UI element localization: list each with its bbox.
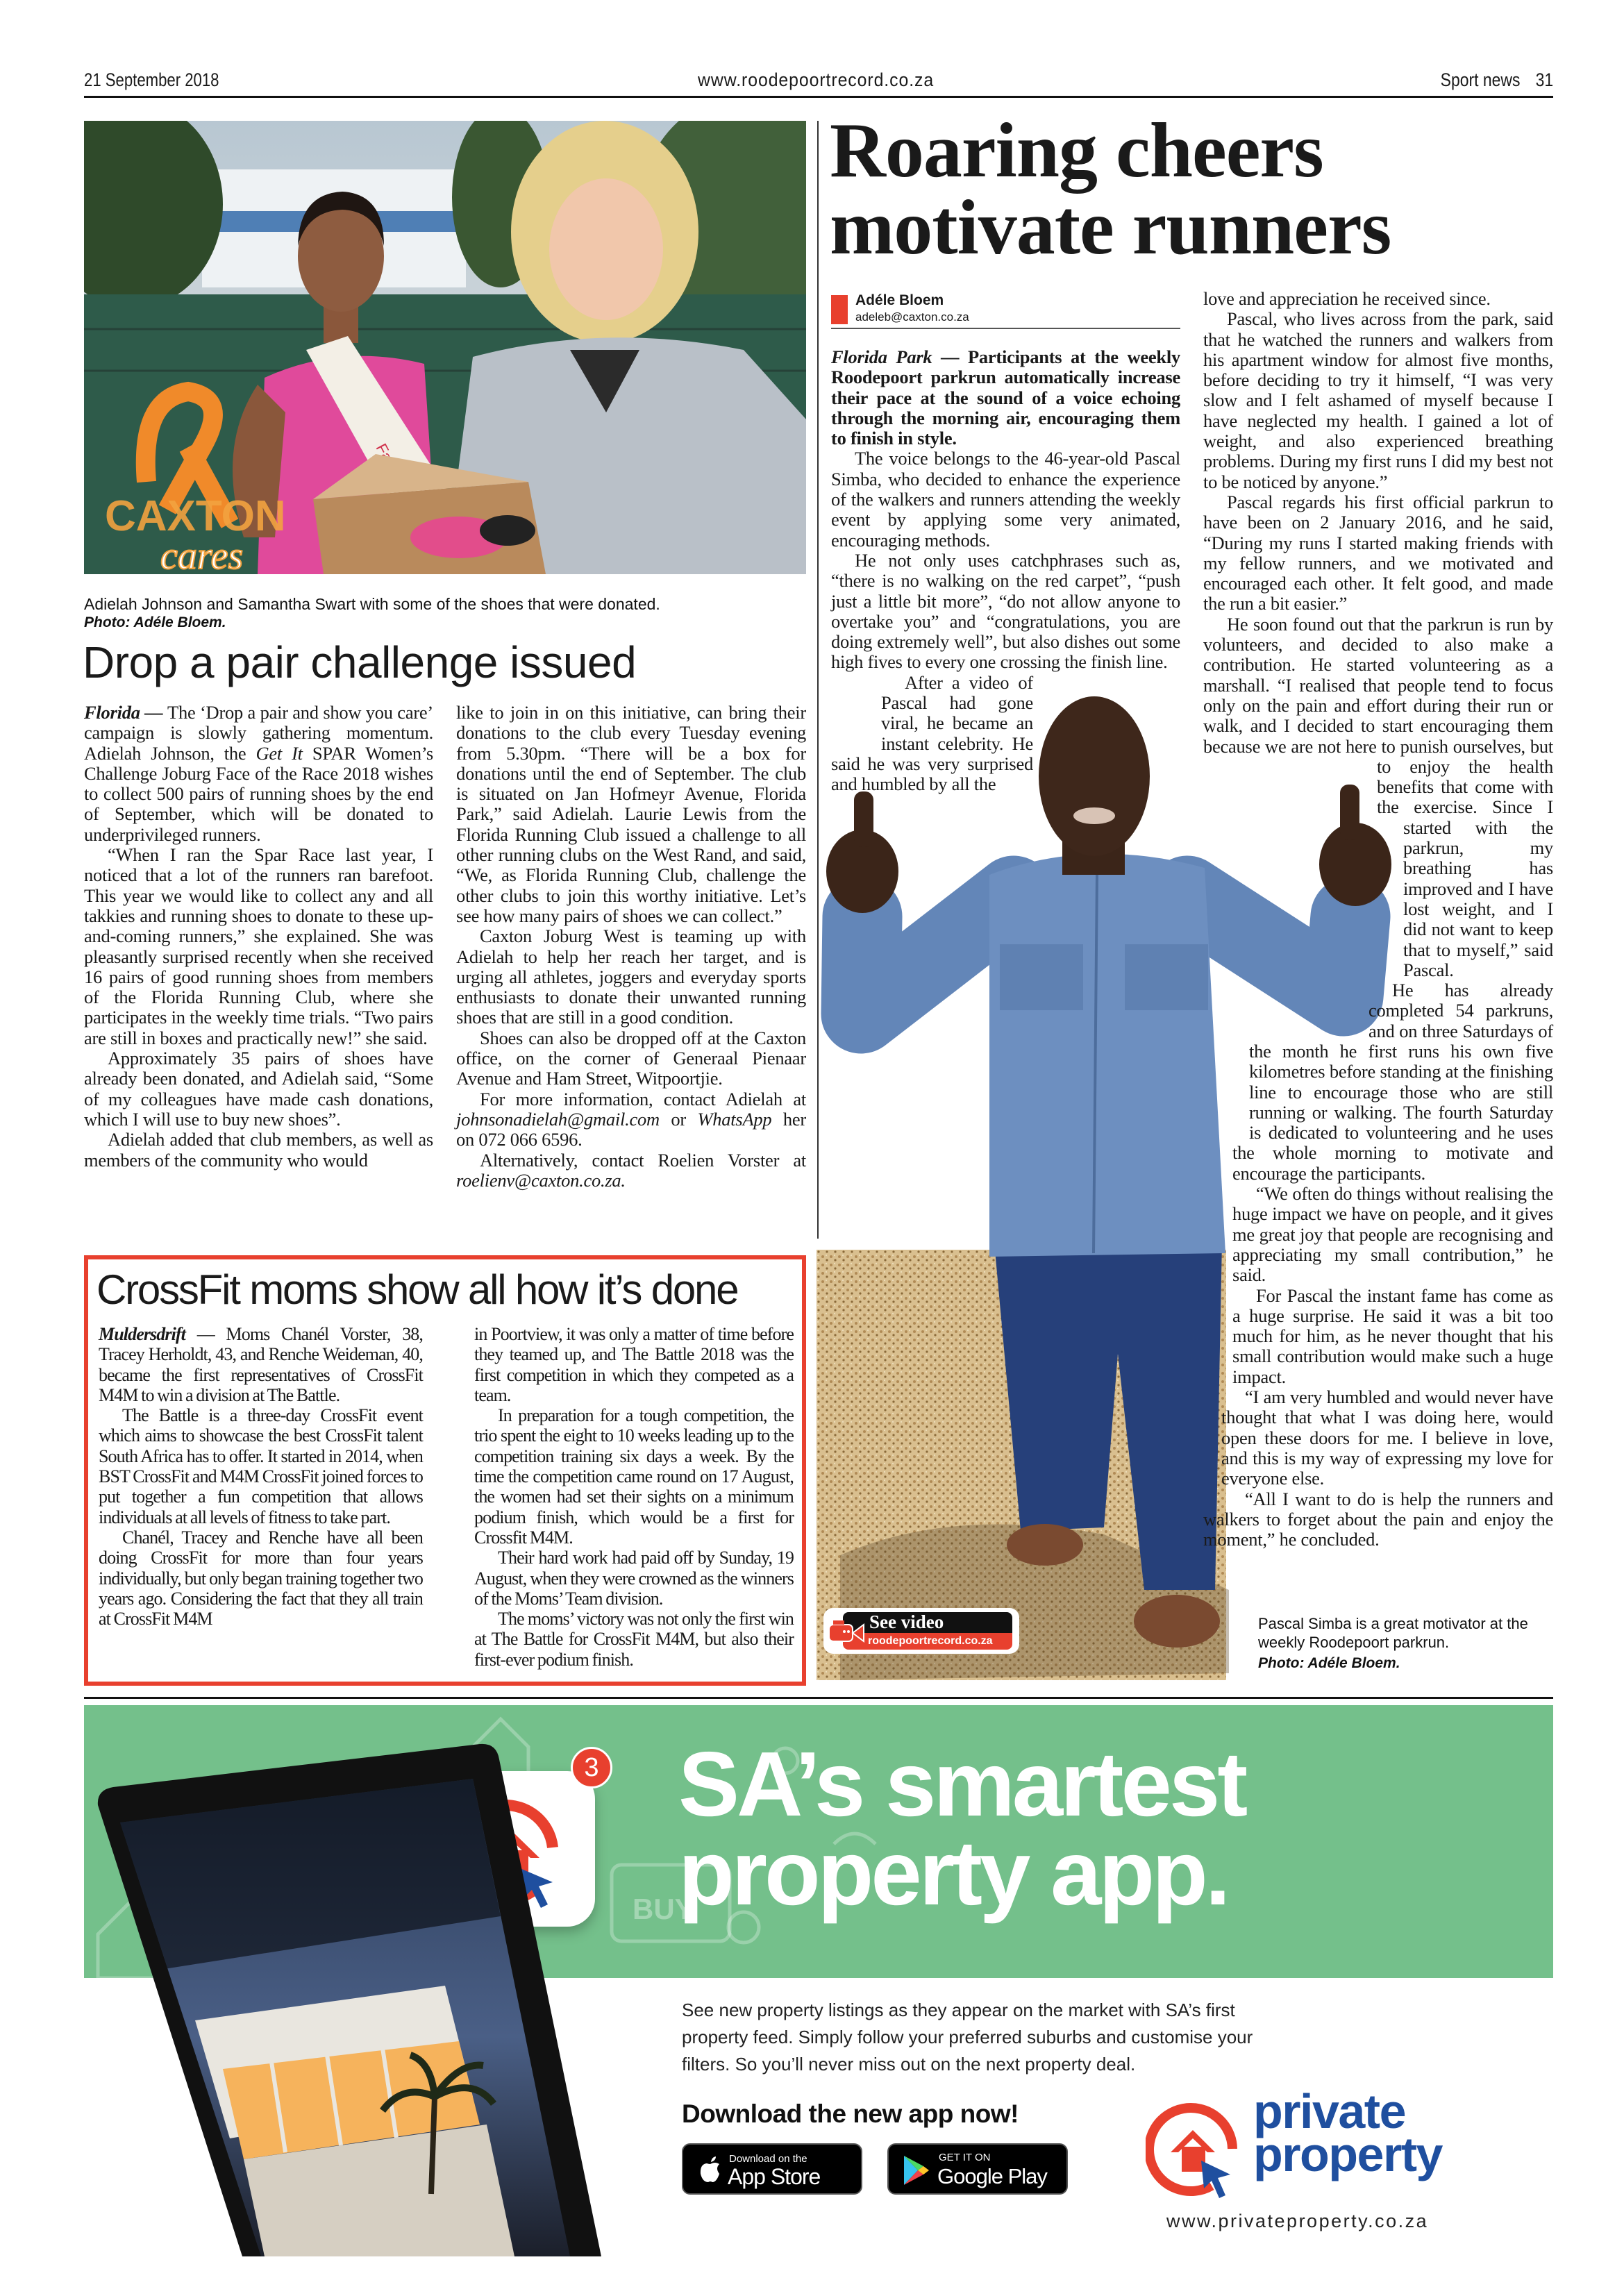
emphasis-text: Florida Park [831, 346, 932, 367]
paragraph [474, 1548, 794, 1609]
article-headline: CrossFit moms show all how it’s done [97, 1266, 738, 1313]
paragraph [84, 845, 433, 1048]
article-column [1203, 289, 1553, 1550]
main-headline [830, 108, 1391, 271]
paragraph [1203, 289, 1553, 309]
ad-body-text [682, 1997, 1253, 2078]
paragraph [474, 1405, 794, 1548]
paragraph-text: — Moms Chanél Vorster, 38, Tracey Herholdt, 43, and Renche Weideman, 40, became the first representatives of CrossFit M4M to win a division at The Battle. [99, 1324, 423, 1405]
paragraph [84, 703, 433, 845]
paragraph-text: In preparation for a tough competition, the trio spent the eight to 10 weeks leading up to the competition training six days a week. By the time the competition came round on 17 August, the women had set their sights on a minimum podium finish, which would be a first for Crossfit M4M. [474, 1405, 794, 1548]
buy-sign-text: BUY [633, 1893, 694, 1925]
paragraph-text: The Battle is a three-day CrossFit event which aims to showcase the best CrossFit talent South Africa has to offer. It started in 2014, when BST CrossFit and M4M CrossFit joined forces to put together a fun competition that allows individuals at all levels of fitness to take part. [99, 1405, 423, 1527]
headline-line: motivate runners [830, 185, 1391, 271]
emphasis-text: WhatsApp [697, 1108, 772, 1130]
paragraph-text: or [659, 1108, 698, 1130]
emphasis-text: johnsonadielah@gmail.com [456, 1108, 660, 1130]
paragraph-text: Shoes can also be dropped off at the Caxton office, on the corner of Generaal Pienaar Avenue and Ham Street, Witpoortjie. [456, 1027, 806, 1089]
photo-caption: Adielah Johnson and Samantha Swart with some of the shoes that were donated. [84, 595, 660, 613]
paragraph-text: The voice belongs to the 46-year-old Pascal Simba, who decided to enhance the experience of the walkers and runners attending the weekly event by applying some very animated, encouraging methods. [831, 448, 1180, 551]
emphasis-text: Florida — [84, 702, 168, 723]
ad-headline-line: SA’s smartest [678, 1733, 1246, 1835]
svg-text:cares: cares [160, 535, 244, 574]
see-video-url[interactable]: roodepoortrecord.co.za [868, 1635, 993, 1647]
shoes-donation-photo [84, 121, 806, 574]
ad-separator-rule [84, 1697, 1553, 1699]
article-column [456, 703, 806, 1191]
byline-rule [831, 328, 1180, 329]
google-play-small: GET IT ON [939, 2152, 991, 2163]
paragraph-text: SPAR Women’s Challenge Joburg Face of the Race 2018 wishes to collect 500 pairs of running shoes by the end of September, which will be donated to underprivileged runners. [84, 742, 433, 845]
paragraph-text: He not only uses catchphrases such as, “there is no walking on the red carpet”, “push just a little bit more”, “do not allow anyone to overtake you” and “congratulations, you are doing extremely well”, but also dishes out some high fives to every one crossing the finish line. [831, 549, 1180, 673]
page-section [1441, 69, 1553, 91]
article-column [84, 703, 433, 1171]
paragraph-text: in Poortview, it was only a matter of time before they teamed up, and The Battle 2018 was the first competition in which they competed as a team. [474, 1324, 794, 1405]
paragraph-text: her on 072 066 6596. [456, 1108, 806, 1150]
ad-body-line: property feed. Simply follow your preferred suburbs and customise your [682, 2027, 1253, 2047]
app-store-large: App Store [728, 2164, 821, 2189]
paragraph-text: “I am very humbled and would never have thought that what I was doing here, would open these doors for me. I believe in love, and this is my way of expressing my love for everyone else. [1221, 1386, 1553, 1489]
paragraph [1203, 1286, 1553, 1387]
google-play-large: Google Play [937, 2164, 1047, 2188]
paragraph [456, 703, 806, 926]
paragraph-text: Alternatively, contact Roelien Vorster at [480, 1149, 806, 1171]
paragraph-text: The moms’ victory was not only the first win at The Battle for CrossFit M4M, but also their first-ever podium finish. [474, 1609, 794, 1670]
ad-headline [678, 1733, 1246, 1924]
article-column [831, 347, 1180, 816]
paragraph-text: After a video of Pascal had gone viral, he became an instant celebrity. He said he was very surprised and humbled by all the [831, 671, 1033, 795]
paragraph [474, 1609, 794, 1670]
crossfit-article-box [84, 1255, 806, 1686]
see-video-badge[interactable] [823, 1608, 1019, 1654]
photo-credit: Photo: Adéle Bloem. [1258, 1655, 1400, 1671]
ad-body-line: See new property listings as they appear on the market with SA’s first [682, 2000, 1235, 2020]
ad-cta: Download the new app now! [682, 2100, 1019, 2128]
paragraph [1203, 492, 1553, 614]
paragraph-text: “We often do things without realising the huge impact we have on people, and it gives me great joy that people are recognising and appreciating my small contribution,” he said. [1232, 1183, 1553, 1286]
logo-line: private [1253, 2084, 1406, 2138]
paragraph [84, 1130, 433, 1171]
paragraph-text: He has already completed 54 parkruns, and on three Saturdays of the month he first runs his own five kilometres before standing at the finishing line to encourage those who are still running or walking. The fourth Saturday is dedicated to volunteering and he uses the whole morning to motivate and encourage the participants. [1232, 980, 1553, 1184]
headline-line: Roaring cheers [830, 108, 1323, 194]
paragraph-text: Their hard work had paid off by Sunday, 19 August, when they were crowned as the winners of the Moms’ Team division. [474, 1548, 794, 1609]
paragraph-text: “When I ran the Spar Race last year, I noticed that a lot of the runners ran barefoot. This year we would like to collect any and all takkies and running shoes to donate to these up-and-coming runners,” she explained. She was pleasantly surprised recently when she received 16 pairs of good running shoes from members of the Florida Running Club, where she participates in the weekly time trials. “Two pairs are still in boxes and practically new!” she said. [84, 844, 433, 1048]
google-play-icon [903, 2154, 930, 2186]
paragraph-text: Pascal, who lives across from the park, said that he watched the runners and walkers from his apartment window for almost five months, before deciding to try it himself, “I was very slow and I felt ashamed of myself because I have neglected my health. I gained a lot of weight, and also experienced breathing problems. During my first runs I did my best not to be noticed by anyone.” [1203, 308, 1553, 492]
paragraph [831, 449, 1180, 550]
article-column [474, 1324, 794, 1670]
paragraph [99, 1527, 423, 1629]
header-rule [84, 96, 1553, 98]
private-property-logo-icon [1146, 2097, 1250, 2208]
logo-line: property [1253, 2127, 1442, 2181]
photo-credit: Photo: Adéle Bloem. [84, 614, 226, 630]
paragraph [456, 1089, 806, 1150]
emphasis-text: Muldersdrift [99, 1324, 186, 1344]
section-name: Sport news [1440, 69, 1521, 90]
photo-caption: Pascal Simba is a great motivator at the weekly Roodepoort parkrun. [1258, 1615, 1528, 1651]
ad-headline-line: property app. [678, 1822, 1228, 1924]
byline-marker [831, 295, 848, 324]
notification-badge: 3 [571, 1747, 612, 1788]
page-number: 31 [1535, 69, 1553, 90]
paragraph [474, 1324, 794, 1405]
paragraph [1203, 1184, 1553, 1285]
paragraph-text: Caxton Joburg West is teaming up with Adielah to help her reach her target, and is urging all athletes, joggers and everyday sports enthusiasts to donate their unwanted running shoes that are still in a good condition. [456, 925, 806, 1028]
byline-email: adeleb@caxton.co.za [855, 310, 969, 324]
ad-website[interactable]: www.privateproperty.co.za [1166, 2211, 1429, 2231]
paragraph [456, 1028, 806, 1089]
paragraph [99, 1324, 423, 1405]
private-property-wordmark [1253, 2084, 1442, 2181]
paragraph-text: “All I want to do is help the runners and walkers to forget about the pain and enjoy the moment,” he concluded. [1203, 1488, 1553, 1550]
paragraph [456, 926, 806, 1028]
paragraph-text: The ‘Drop a pair and show you care’ campaign is slowly gathering momentum. Adielah Johnson, the [84, 702, 433, 764]
caxton-cares-logo: CAXTON [105, 492, 286, 540]
paragraph [1203, 1489, 1553, 1550]
paragraph-text: Approximately 35 pairs of shoes have already been donated, and Adielah said, “Some of my colleagues have made cash donations, which I will use to buy new shoes”. [84, 1048, 433, 1130]
paragraph-text: like to join in on this initiative, can bring their donations to the club every Tuesday evening from 5.30pm. “There will be a box for donations until the end of September. The club is situated on Jan Hofmeyr Avenue, Florida Park,” said Adielah. Laurie Lewis from the Florida Running Club issued a challenge to all other running clubs on the West Rand, and said, “We, as Florida Running Club, challenge the other clubs to join this worthy initiative. Let’s see how many pairs of shoes we can collect.” [456, 702, 806, 926]
paragraph [831, 551, 1180, 673]
google-play-button[interactable] [887, 2143, 1068, 2195]
apple-icon [698, 2156, 722, 2185]
emphasis-text: Get It [256, 742, 303, 764]
paragraph-text: Chanél, Tracey and Renche have all been doing CrossFit for more than four years individually, but only began training together two years ago. Considering the fact that they all train at CrossFit M4M [99, 1527, 423, 1629]
issue-date: 21 September 2018 [84, 69, 219, 90]
paragraph [456, 1150, 806, 1191]
phone-illustration [84, 1708, 612, 2256]
paragraph-text: He soon found out that the parkrun is run by volunteers, and decided to also make a contribution. He started volunteering as a marshall. “I realised that people tend to focus only on the pain and effort during their run or walk, and I decided to start encouraging them because we are not here to punish ourselves, but to enjoy the health benefits that come with the exercise. Since I started with the parkrun, my breathing has improved and I have lost weight, and I did not want to keep that to myself,” said Pascal. [1203, 613, 1553, 980]
paragraph-text: Pascal regards his first official parkrun to have been on 2 January 2016, and he said, “During my runs I started making friends with my fellow runners, and we motivated and encouraged each other. It felt good, and made the run a bit easier.” [1203, 491, 1553, 614]
paragraph [84, 1048, 433, 1130]
app-store-button[interactable] [682, 2143, 862, 2195]
article-headline: Drop a pair challenge issued [83, 637, 637, 687]
paragraph [831, 347, 1180, 449]
site-url: www.roodepoortrecord.co.za [698, 69, 935, 90]
paragraph-text: love and appreciation he received since. [1203, 288, 1491, 309]
article-column [99, 1324, 423, 1629]
emphasis-text: roelienv@caxton.co.za. [456, 1169, 626, 1191]
paragraph-text: For Pascal the instant fame has come as a huge surprise. He said it was a bit too much for him, as he never thought that his small contribution would make such a huge impact. [1232, 1284, 1553, 1387]
ad-body-line: filters. So you’ll never miss out on the next property deal. [682, 2054, 1136, 2075]
app-store-small: Download on the [729, 2153, 807, 2165]
emphasis-text: — Participants at the weekly Roodepoort parkrun automatically increase their pace at the sound of a voice echoing through the morning air, encouraging them to finish in style. [831, 346, 1180, 449]
byline-author: Adéle Bloem [855, 292, 944, 308]
paragraph [1203, 309, 1553, 492]
see-video-label: See video [869, 1611, 944, 1632]
paragraph-text: Adielah added that club members, as well as members of the community who would [84, 1129, 433, 1171]
paragraph [99, 1405, 423, 1527]
video-camera-icon [828, 1618, 865, 1645]
paragraph [1203, 1387, 1553, 1489]
paragraph-text: For more information, contact Adielah at [480, 1088, 806, 1109]
